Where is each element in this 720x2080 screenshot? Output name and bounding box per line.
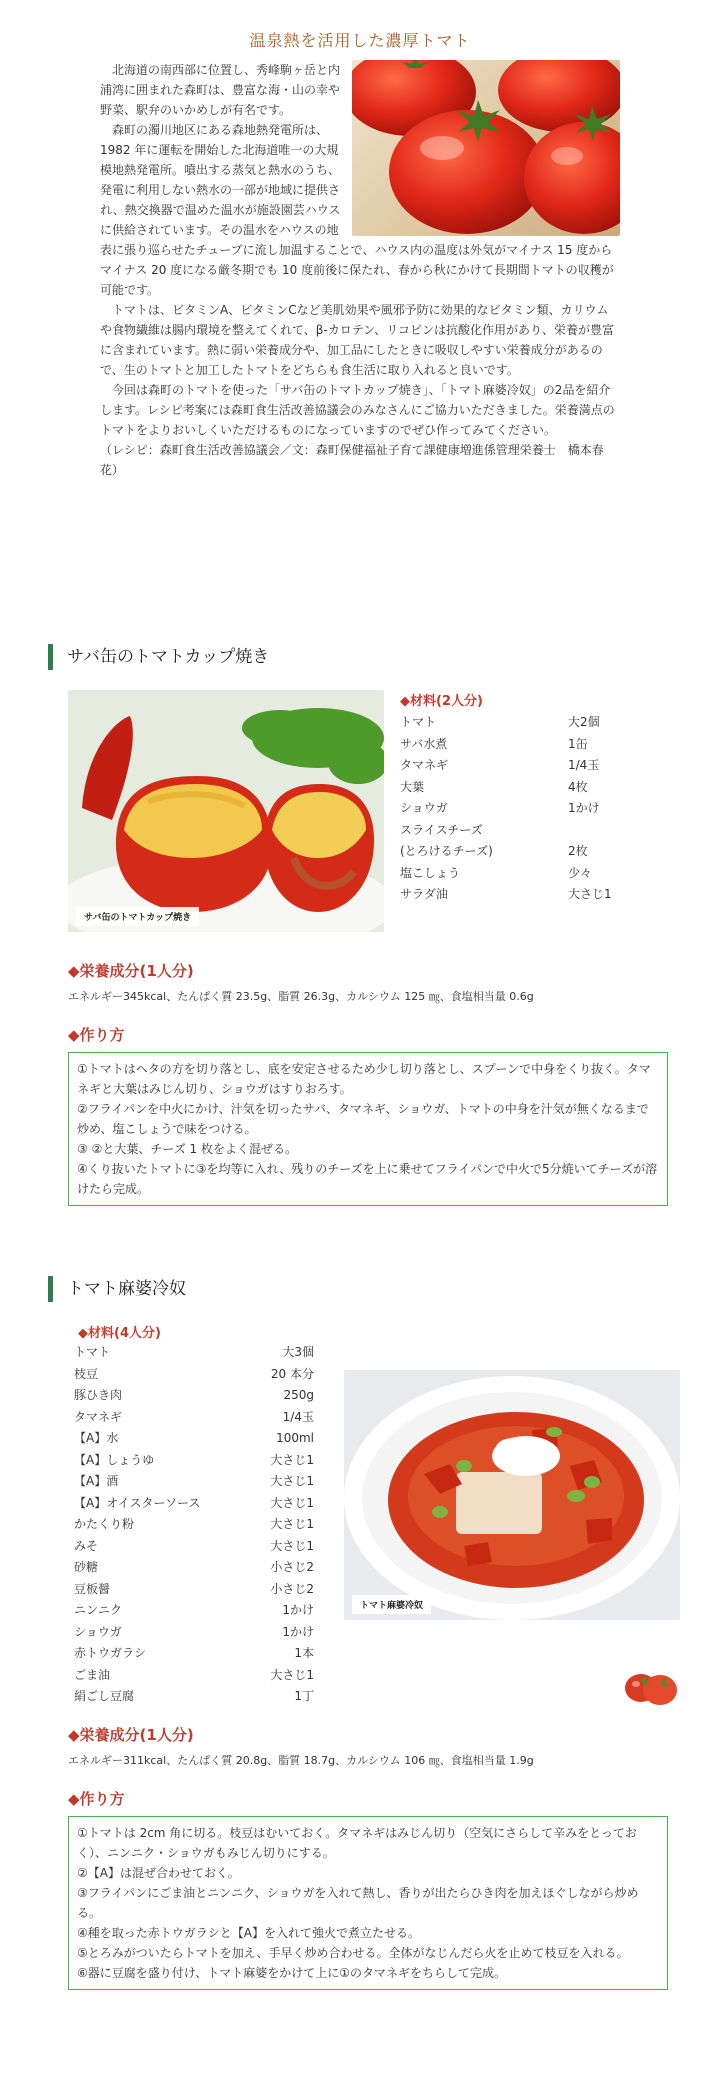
intro-paragraph: 今回は森町のトマトを使った「サバ缶のトマトカップ焼き」、「トマト麻婆冷奴」の2品を紹介します。レシピ考案には森町食生活改善協議会のみなさんにご協力いただきました。栄養満点のトマトをよりおいしくいただけるものになっていますのでぜひ作ってみてください。 xyxy=(100,383,615,437)
recipe1-method-title: ◆作り方 xyxy=(68,1026,125,1044)
ingredient-amount: 大さじ1 xyxy=(270,1667,314,1682)
recipe2-ingredient-list xyxy=(74,1342,314,1708)
recipe1-nutrition xyxy=(68,960,668,1006)
ingredient-name: スライスチーズ xyxy=(400,822,483,837)
ingredient-row xyxy=(74,1493,314,1515)
ingredient-row xyxy=(400,712,660,734)
method-step: ④くり抜いたトマトに③を均等に入れ、残りのチーズを上に乗せてフライパンで中火で5分焼いてチーズが溶けたら完成。 xyxy=(77,1162,658,1196)
recipe1-title: サバ缶のトマトカップ焼き xyxy=(48,644,672,670)
recipe2-method-box xyxy=(68,1816,668,1990)
ingredient-amount: 小さじ2 xyxy=(270,1560,314,1574)
recipe1-ingredients-title: ◆材料(2人分) xyxy=(400,694,483,709)
ingredient-amount: 1丁 xyxy=(294,1689,314,1703)
intro-paragraph: 北海道の南西部に位置し、秀峰駒ヶ岳と内浦湾に囲まれた森町は、豊富な海・山の幸や野菜、駅弁のいかめしが有名です。 xyxy=(100,63,341,117)
recipe2-photo-caption: トマト麻婆冷奴 xyxy=(352,1595,431,1614)
method-step: ②【A】は混ぜ合わせておく。 xyxy=(77,1866,240,1880)
ingredient-name: 砂糖 xyxy=(74,1560,99,1574)
ingredient-amount: 大さじ1 xyxy=(270,1452,314,1467)
ingredient-name: サバ水煮 xyxy=(400,736,448,751)
ingredient-amount: 1/4玉 xyxy=(282,1409,314,1424)
ingredient-name: 大葉 xyxy=(400,779,425,794)
recipe2-method-title: ◆作り方 xyxy=(68,1790,125,1808)
ingredient-row xyxy=(74,1471,314,1493)
ingredient-row xyxy=(400,820,660,842)
ingredient-name: トマト xyxy=(400,715,437,729)
ingredient-amount: 4枚 xyxy=(568,779,588,794)
ingredient-name: 赤トウガラシ xyxy=(74,1646,147,1660)
ingredient-row xyxy=(74,1622,314,1644)
ingredient-amount: 大2個 xyxy=(568,715,600,729)
ingredient-name: みそ xyxy=(74,1538,99,1553)
ingredient-row xyxy=(400,863,660,885)
ingredient-row xyxy=(74,1579,314,1601)
ingredient-amount: 1缶 xyxy=(568,736,588,751)
intro-credit: （レシピ：森町食生活改善協議会／文：森町保健福祉子育て課健康増進係管理栄養士 橋本春花） xyxy=(100,443,604,477)
recipe1-ingredients xyxy=(400,690,660,906)
ingredient-row xyxy=(400,734,660,756)
ingredient-row xyxy=(400,841,660,863)
ingredient-amount: 少々 xyxy=(568,865,593,880)
method-step: ③ ②と大葉、チーズ 1 枚をよく混ぜる。 xyxy=(77,1142,297,1156)
intro-section xyxy=(100,28,620,480)
recipe2-nutrition xyxy=(68,1724,668,1770)
tomatoes-photo xyxy=(352,60,620,236)
ingredient-name: タマネギ xyxy=(400,758,449,772)
ingredient-name: ごま油 xyxy=(74,1667,111,1682)
ingredient-name: トマト xyxy=(74,1345,111,1359)
recipe2-heading-wrap xyxy=(48,1276,672,1302)
ingredient-amount: 250g xyxy=(283,1388,314,1402)
ingredient-row xyxy=(74,1600,314,1622)
ingredient-name: 塩こしょう xyxy=(400,865,461,880)
ingredient-row xyxy=(74,1450,314,1472)
ingredient-amount: 20 本分 xyxy=(270,1366,314,1381)
intro-body xyxy=(100,60,620,480)
ingredient-row xyxy=(74,1557,314,1579)
ingredient-row xyxy=(400,777,660,799)
ingredient-amount: 大さじ1 xyxy=(270,1517,314,1531)
ingredient-amount: 小さじ2 xyxy=(270,1581,314,1596)
ingredient-name: 【A】オイスターソース xyxy=(74,1495,201,1510)
recipe1-method xyxy=(68,1024,668,1206)
ingredient-amount: 100ml xyxy=(276,1431,314,1445)
ingredient-name: タマネギ xyxy=(74,1409,123,1424)
ingredient-name: 絹ごし豆腐 xyxy=(74,1689,135,1703)
ingredient-amount: 1本 xyxy=(294,1646,314,1660)
ingredient-row xyxy=(74,1407,314,1429)
ingredient-row xyxy=(74,1342,314,1364)
ingredient-name: サラダ油 xyxy=(400,887,448,901)
method-step: ③フライパンにごま油とニンニク、ショウガを入れて熱し、香りが出たらひき肉を加えほぐしながら炒める。 xyxy=(77,1886,639,1920)
ingredient-amount: 大さじ1 xyxy=(270,1538,314,1553)
ingredient-amount: 2枚 xyxy=(568,844,588,858)
ingredient-name: 【A】酒 xyxy=(74,1474,119,1488)
ingredient-row xyxy=(74,1514,314,1536)
recipe1-photo-caption: サバ缶のトマトカップ焼き xyxy=(76,907,199,926)
method-step: ①トマトはヘタの方を切り落とし、底を安定させるため少し切り落とし、スプーンで中身をくり抜く。タマネギと大葉はみじん切り、ショウガはすりおろす。 xyxy=(77,1062,651,1096)
ingredient-row xyxy=(74,1385,314,1407)
method-step: ⑤とろみがついたらトマトを加え、手早く炒め合わせる。全体がなじんだら火を止めて枝豆を入れる。 xyxy=(77,1946,629,1960)
ingredient-amount: 大さじ1 xyxy=(568,887,612,901)
ingredient-name: 【A】水 xyxy=(74,1431,119,1445)
recipe2-ingredients-title: ◆材料(4人分) xyxy=(78,1326,161,1341)
recipe1-photo xyxy=(68,690,384,932)
intro-paragraph: トマトは、ビタミンA、ビタミンCなど美肌効果や風邪予防に効果的なビタミン類、カリウムや食物繊維は腸内環境を整えてくれて、β-カロテン、リコピンは抗酸化作用があり、栄養が豊富に含まれています。熱に弱い栄養成分や、加工品にしたときに吸収しやすい栄養成分があるので、生のトマトと加工したトマトをどちらも食生活に取り入れると良いです。 xyxy=(100,303,614,377)
ingredient-name: 豚ひき肉 xyxy=(74,1388,123,1402)
recipe1-method-box xyxy=(68,1052,668,1206)
ingredient-amount: 1かけ xyxy=(282,1603,314,1617)
method-step: ⑥器に豆腐を盛り付け、トマト麻婆をかけて上に①のタマネギをちらして完成。 xyxy=(77,1966,507,1980)
method-step: ②フライパンを中火にかけ、汁気を切ったサバ、タマネギ、ショウガ、トマトの中身を汁気が無くなるまで炒め、塩こしょうで味をつける。 xyxy=(77,1102,649,1136)
recipe1-ingredient-list xyxy=(400,712,660,906)
ingredient-amount: 大さじ1 xyxy=(270,1474,314,1488)
ingredient-row xyxy=(400,755,660,777)
ingredient-name: かたくり粉 xyxy=(74,1517,135,1531)
ingredient-row xyxy=(74,1665,314,1687)
method-step: ④種を取った赤トウガラシと【A】を入れて強火で煮立たせる。 xyxy=(77,1926,420,1940)
ingredient-name: ショウガ xyxy=(400,801,448,815)
ingredient-row xyxy=(74,1428,314,1450)
ingredient-name: (とろけるチーズ) xyxy=(400,844,493,858)
recipe1-heading-wrap xyxy=(48,644,672,670)
ingredient-amount: 1かけ xyxy=(282,1624,314,1639)
intro-paragraph: 森町の濁川地区にある森地熱発電所は、1982 年に運転を開始した北海道唯一の大規模地熱発電所。噴出する蒸気と熱水のうち、発電に利用しない熱水の一部が地域に提供され、熱交換器で温めた温水が施設園芸ハウスに供給されています。その温水をハウスの地表に張り巡らせたチューブに流し加温することで、ハウス内の温度は外気がマイナス 15 度からマイナス 20 度になる厳冬期でも 10 度前後に保たれ、春から秋にかけて長期間トマトの収穫が可能です。 xyxy=(100,123,614,297)
ingredient-name: 豆板醤 xyxy=(74,1581,111,1596)
method-step: ①トマトは 2cm 角に切る。枝豆はむいておく。タマネギはみじん切り（空気にさらして辛みをとっておく）、ニンニク・ショウガもみじん切りにする。 xyxy=(77,1826,637,1860)
ingredient-name: ショウガ xyxy=(74,1624,122,1639)
recipe2-nutrition-title: ◆栄養成分(1人分) xyxy=(68,1726,194,1744)
ingredient-row xyxy=(74,1686,314,1708)
ingredient-row xyxy=(400,798,660,820)
ingredient-amount: 大さじ1 xyxy=(270,1495,314,1510)
recipe2-ingredients xyxy=(74,1322,314,1708)
recipe1-nutrition-title: ◆栄養成分(1人分) xyxy=(68,962,194,980)
recipe2-title: トマト麻婆冷奴 xyxy=(48,1276,672,1302)
ingredient-amount: 大3個 xyxy=(282,1345,314,1359)
recipe2-photo xyxy=(344,1370,680,1620)
ingredient-name: 【A】しょうゆ xyxy=(74,1452,155,1467)
ingredient-name: ニンニク xyxy=(74,1603,123,1617)
recipe2-nutrition-text: エネルギー311kcal、たんぱく質 20.8g、脂質 18.7g、カルシウム 106 ㎎、食塩相当量 1.9g xyxy=(68,1754,534,1767)
article-title: 温泉熱を活用した濃厚トマト xyxy=(249,31,471,50)
ingredient-name: 枝豆 xyxy=(74,1366,99,1381)
ingredient-amount: 1/4玉 xyxy=(568,758,600,772)
ingredient-row xyxy=(74,1364,314,1386)
recipe2-method xyxy=(68,1788,668,1990)
ingredient-amount: 1かけ xyxy=(568,801,600,815)
ingredient-row xyxy=(74,1536,314,1558)
recipe1-nutrition-text: エネルギー345kcal、たんぱく質 23.5g、脂質 26.3g、カルシウム 125 ㎎、食塩相当量 0.6g xyxy=(68,990,534,1003)
ingredient-amount xyxy=(568,820,638,842)
tomato-icon xyxy=(622,1662,680,1706)
ingredient-row xyxy=(400,884,660,906)
ingredient-row xyxy=(74,1643,314,1665)
